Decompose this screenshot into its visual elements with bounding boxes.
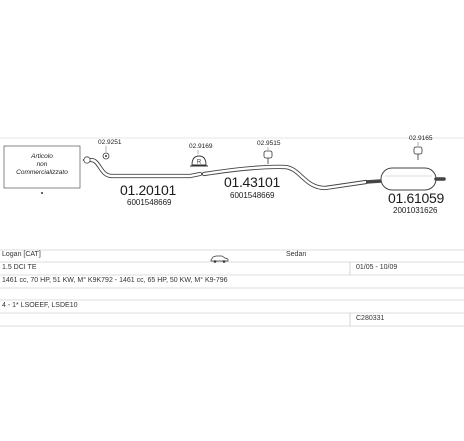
hanger-02-9515[interactable] (257, 140, 281, 164)
oem-number-front-pipe: 6001548669 (127, 198, 172, 207)
clip-code-1: 02.9251 (98, 139, 122, 146)
oem-number-middle-pipe: 6001548669 (230, 191, 275, 200)
note-line-1: Articolo (31, 153, 53, 160)
rubber-hanger-icon (190, 156, 208, 166)
not-available-note (4, 146, 80, 194)
rear-muffler[interactable] (366, 168, 445, 215)
hanger-02-9165[interactable] (409, 135, 433, 160)
oem-number-rear-muffler: 2001031626 (393, 206, 438, 215)
catalog-code: C280331 (356, 315, 385, 322)
note-line-2: non (36, 161, 48, 168)
production-years: 01/05 - 10/09 (356, 264, 398, 271)
clip-code-3: 02.9165 (409, 135, 433, 142)
part-number-middle-pipe: 01.43101 (224, 174, 280, 190)
clip-code-2: 02.9169 (189, 143, 213, 150)
part-number-front-pipe: 01.20101 (120, 182, 176, 198)
clamp-02-9251[interactable] (98, 139, 122, 159)
hanger-02-9169[interactable] (189, 143, 213, 166)
note-line-3: Commercializzato (16, 169, 68, 176)
svg-text:R: R (196, 159, 202, 166)
part-number-rear-muffler: 01.61059 (388, 190, 444, 206)
clamp-icon (264, 151, 272, 164)
clamp-icon (414, 147, 422, 160)
vehicle-table-grid (0, 250, 464, 326)
engine-specs: 1461 cc, 70 HP, 51 KW, M° K9K792 - 1461 cc, 65 HP, 50 KW, M° K9-796 (2, 277, 228, 284)
clip-code-4: 02.9515 (257, 140, 281, 147)
engine-code: 4 - 1* LSOEEF, LSDE10 (2, 302, 78, 309)
body-type: Sedan (286, 251, 307, 258)
vehicle-model: Logan [CAT] (2, 251, 41, 258)
clamp-icon (103, 153, 109, 159)
front-pipe[interactable] (83, 157, 200, 207)
middle-pipe[interactable] (204, 167, 366, 200)
engine-label: 1.5 DCI TE (2, 264, 37, 271)
